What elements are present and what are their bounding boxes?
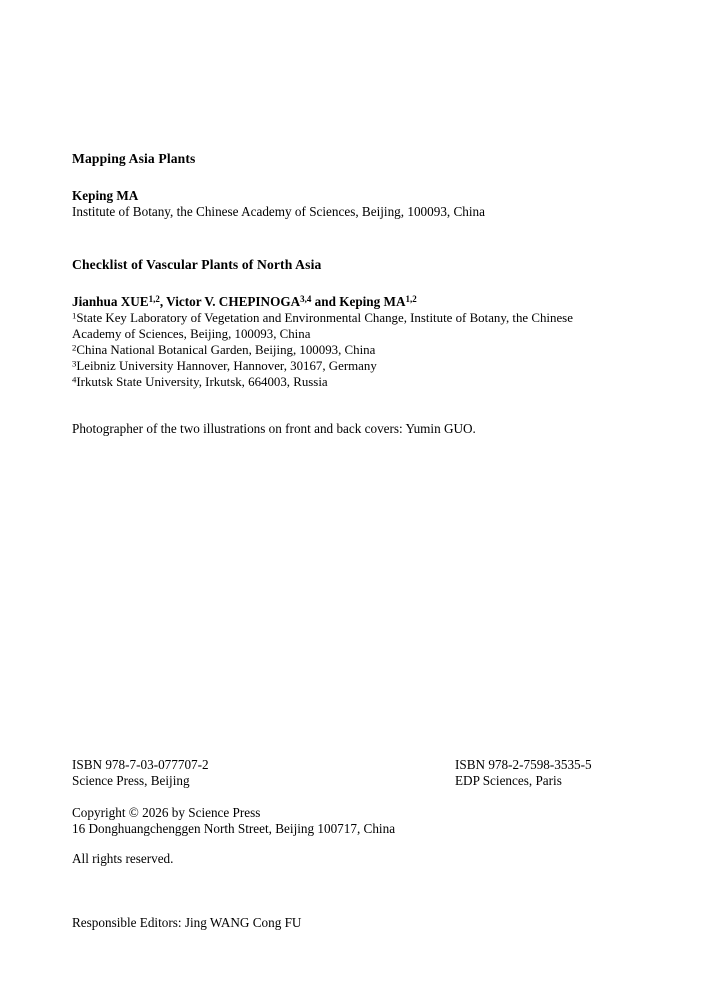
author-name: Keping MA — [339, 294, 406, 309]
affiliation-item — [72, 374, 632, 390]
affiliation-line — [72, 374, 632, 390]
affiliation-marker: 2 — [72, 342, 77, 353]
affiliation-text: China National Botanical Garden, Beijing, 100093, China — [76, 343, 376, 357]
isbn-block-left — [72, 757, 209, 789]
author-byline — [72, 294, 417, 310]
photographer-credit: Photographer of the two illustrations on front and back covers: Yumin GUO. — [72, 421, 476, 436]
affiliation-text: Leibniz University Hannover, Hannover, 30167, Germany — [76, 359, 377, 373]
isbn-number-left: ISBN 978-7-03-077707-2 — [72, 757, 209, 772]
author-entry — [72, 294, 166, 309]
copyright-line: Copyright © 2026 by Science Press — [72, 805, 261, 820]
series-title: Mapping Asia Plants — [72, 151, 196, 166]
volume-title: Checklist of Vascular Plants of North Asia — [72, 257, 322, 272]
affiliation-item — [72, 342, 632, 358]
publisher-left: Science Press, Beijing — [72, 773, 190, 789]
author-separator: and — [311, 294, 340, 309]
author-entry — [339, 294, 417, 309]
copyright-block — [72, 805, 395, 837]
author-affiliation-marker: 1,2 — [405, 294, 417, 305]
rights-statement: All rights reserved. — [72, 851, 174, 866]
author-affiliation-marker: 1,2 — [148, 294, 160, 305]
author-entry — [166, 294, 339, 309]
author-name: Victor V. CHEPINOGA — [166, 294, 301, 309]
isbn-block-right — [455, 757, 592, 789]
responsible-editors: Responsible Editors: Jing WANG Cong FU — [72, 915, 302, 930]
series-editor-name: Keping MA — [72, 188, 139, 203]
affiliation-marker: 4 — [72, 374, 77, 385]
series-editor-affiliation: Institute of Botany, the Chinese Academy of Sciences, Beijing, 100093, China — [72, 204, 486, 219]
publisher-address: 16 Donghuangchenggen North Street, Beijing 100717, China — [72, 821, 396, 837]
affiliation-list — [72, 310, 632, 390]
author-affiliation-marker: 3,4 — [300, 294, 312, 305]
affiliation-text: State Key Laboratory of Vegetation and Environmental Change, Institute of Botany, the Chinese — [76, 311, 573, 325]
affiliation-item — [72, 310, 632, 342]
publisher-right: EDP Sciences, Paris — [455, 773, 562, 789]
affiliation-marker: 1 — [72, 310, 77, 321]
author-name: Jianhua XUE — [72, 294, 149, 309]
affiliation-marker: 3 — [72, 358, 77, 369]
isbn-number-right: ISBN 978-2-7598-3535-5 — [455, 757, 592, 772]
author-separator: , — [159, 294, 167, 309]
affiliation-item — [72, 358, 632, 374]
affiliation-line — [72, 358, 632, 374]
affiliation-line-continued: Academy of Sciences, Beijing, 100093, China — [72, 327, 311, 341]
affiliation-text: Irkutsk State University, Irkutsk, 664003, Russia — [76, 375, 328, 389]
affiliation-line — [72, 310, 632, 326]
affiliation-line — [72, 342, 632, 358]
